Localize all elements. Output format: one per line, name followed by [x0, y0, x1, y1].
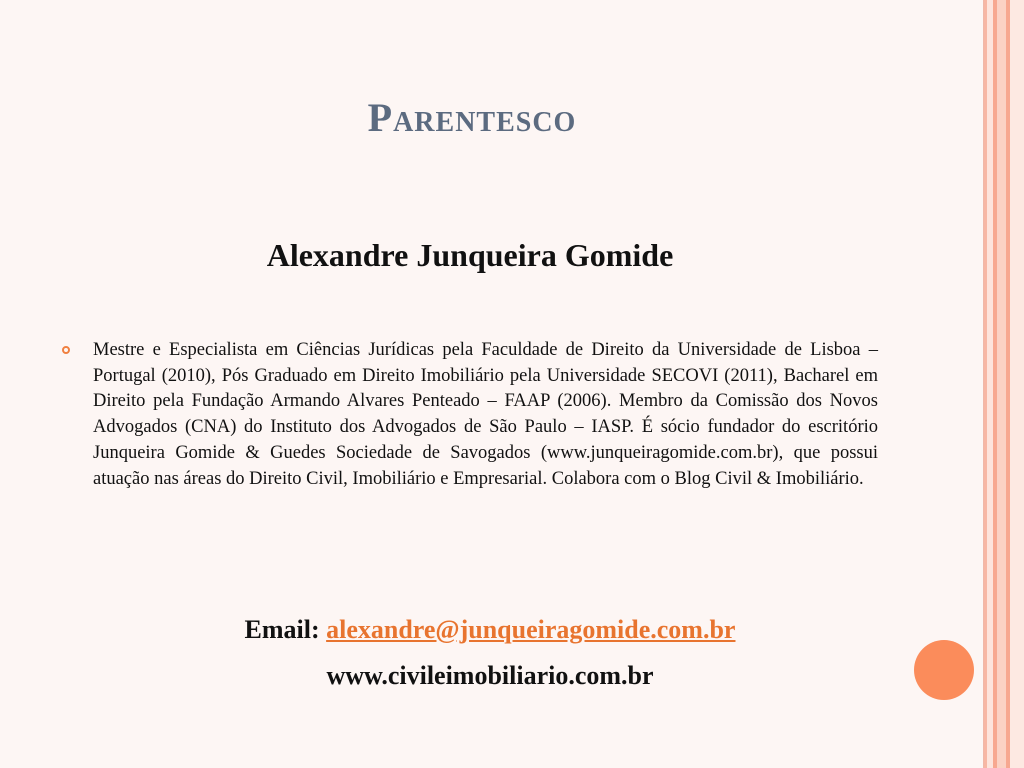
bio-bullet — [62, 338, 878, 492]
slide-title: Parentesco — [367, 95, 577, 140]
website-text: www.civileimobiliario.com.br — [326, 661, 654, 690]
bullet-circle-icon — [62, 346, 70, 354]
email-line — [0, 615, 980, 645]
decorative-stripes — [984, 0, 1024, 768]
person-name: Alexandre Junqueira Gomide — [266, 237, 674, 273]
email-link[interactable]: alexandre@junqueiragomide.com.br — [326, 615, 736, 644]
email-label: Email: — [244, 615, 320, 644]
bio-text: Mestre e Especialista em Ciências Jurídicas pela Faculdade de Direito da Universidade de Lisboa – Portugal (2010), Pós Graduado em Direito Imobiliário pela Universidade SECOVI (2011), Bacharel em Direito pela Fundação Armando Alvares Penteado – FAAP (2006). Membro da Comissão dos Novos Advogados (CNA) do Instituto dos Advogados de São Paulo – IASP. É sócio fundador do escritório Junqueira Gomide & Guedes Sociedade de Savogados (www.junqueiragomide.com.br), que possui atuação nas áreas do Direito Civil, Imobiliário e Empresarial. Colabora com o Blog Civil & Imobiliário. — [93, 340, 878, 489]
stripe — [1010, 0, 1024, 768]
stripe — [997, 0, 1006, 768]
